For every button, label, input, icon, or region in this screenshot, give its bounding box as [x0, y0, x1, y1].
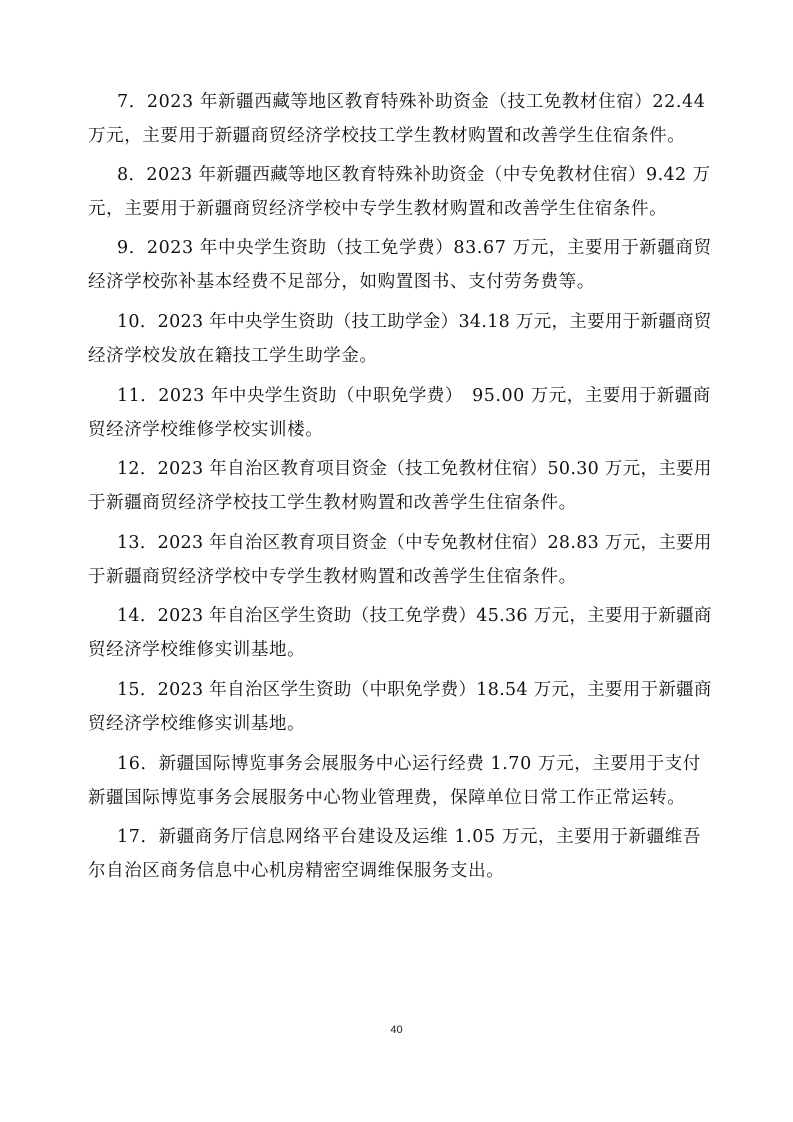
paragraph-9-line-2: 经济学校弥补基本经费不足部分，如购置图书、支付劳务费等。 — [88, 272, 595, 292]
paragraph-15-line-1: 15．2023 年自治区学生资助（中职免学费）18.54 万元，主要用于新疆商 — [117, 680, 712, 700]
paragraph-10-line-1: 10．2023 年中央学生资助（技工助学金）34.18 万元，主要用于新疆商贸 — [117, 312, 712, 332]
paragraph-17-line-2: 尔自治区商务信息中心机房精密空调维保服务支出。 — [88, 861, 505, 881]
page-number: 40 — [390, 1024, 403, 1036]
paragraph-15-line-2: 贸经济学校维修实训基地。 — [88, 714, 306, 734]
paragraph-9-line-1: 9．2023 年中央学生资助（技工免学费）83.67 万元，主要用于新疆商贸 — [117, 238, 712, 258]
paragraph-13-line-2: 于新疆商贸经济学校中专学生教材购置和改善学生住宿条件。 — [88, 567, 577, 587]
paragraph-11-line-2: 贸经济学校维修学校实训楼。 — [88, 420, 324, 440]
paragraph-13-line-1: 13．2023 年自治区教育项目资金（中专免教材住宿）28.83 万元，主要用 — [117, 533, 712, 553]
paragraph-14-line-1: 14．2023 年自治区学生资助（技工免学费）45.36 万元，主要用于新疆商 — [117, 606, 712, 626]
paragraph-12-line-2: 于新疆商贸经济学校技工学生教材购置和改善学生住宿条件。 — [88, 493, 577, 513]
paragraph-14-line-2: 贸经济学校维修实训基地。 — [88, 640, 306, 660]
paragraph-16-line-2: 新疆国际博览事务会展服务中心物业管理费，保障单位日常工作正常运转。 — [88, 788, 686, 808]
paragraph-8-line-2: 元，主要用于新疆商贸经济学校中专学生教材购置和改善学生住宿条件。 — [88, 199, 668, 219]
paragraph-10-line-2: 经济学校发放在籍技工学生助学金。 — [88, 346, 378, 366]
paragraph-8-line-1: 8．2023 年新疆西藏等地区教育特殊补助资金（中专免教材住宿）9.42 万 — [117, 165, 711, 185]
paragraph-11-line-1: 11．2023 年中央学生资助（中职免学费） 95.00 万元，主要用于新疆商 — [117, 386, 711, 406]
paragraph-16-line-1: 16．新疆国际博览事务会展服务中心运行经费 1.70 万元，主要用于支付 — [117, 754, 701, 774]
paragraph-17-line-1: 17．新疆商务厅信息网络平台建设及运维 1.05 万元，主要用于新疆维吾 — [117, 827, 701, 847]
paragraph-7-line-1: 7．2023 年新疆西藏等地区教育特殊补助资金（技工免教材住宿）22.44 — [117, 92, 706, 112]
paragraph-12-line-1: 12．2023 年自治区教育项目资金（技工免教材住宿）50.30 万元，主要用 — [117, 459, 712, 479]
paragraph-7-line-2: 万元，主要用于新疆商贸经济学校技工学生教材购置和改善学生住宿条件。 — [88, 126, 686, 146]
